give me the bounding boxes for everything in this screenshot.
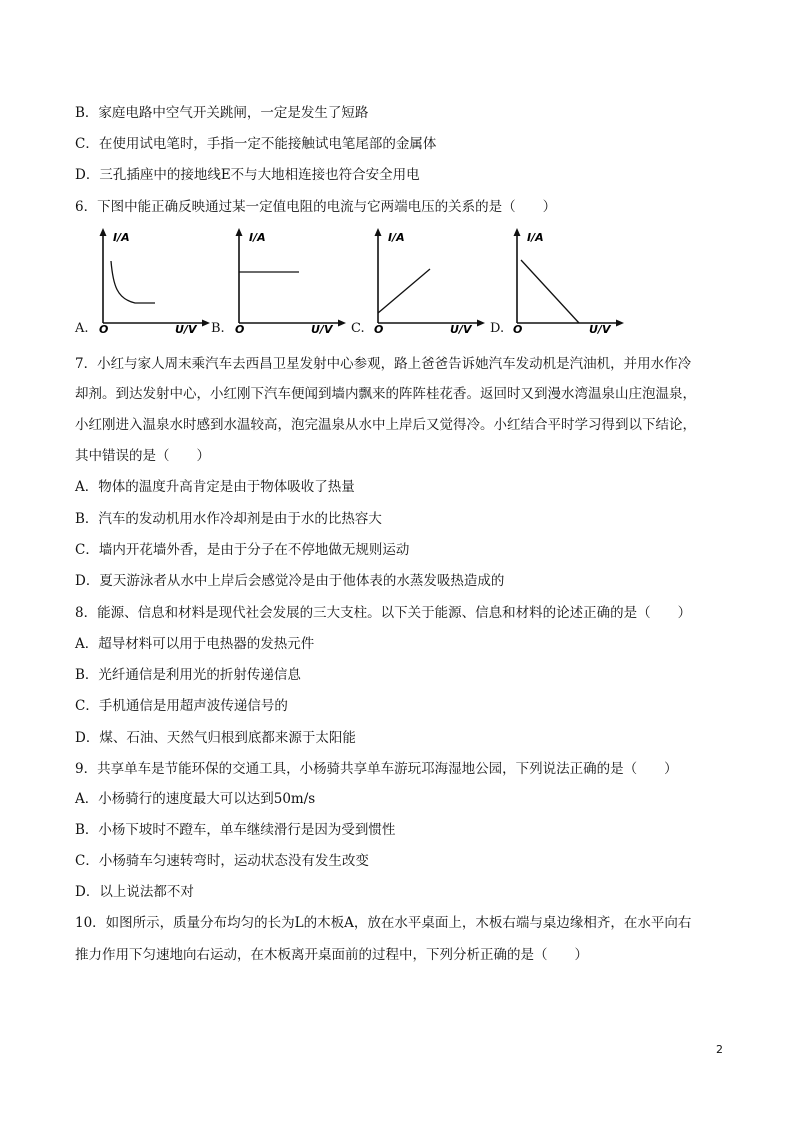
text-line-7: 小红刚进入温泉水时感到水温较高，泡完温泉从水中上岸后又觉得冷。小红结合平时学习得到以下结论， — [75, 417, 696, 433]
option-c-label: C. — [351, 321, 365, 336]
svg-text:U/V: U/V — [311, 323, 333, 336]
text-line-16: C．手机通信是用超声波传递信号的 — [75, 698, 288, 714]
page-number: 2 — [716, 1043, 723, 1056]
curve-d — [521, 260, 579, 323]
text-line-6: 却剂。到达发射中心，小红刚下汽车便闻到墙内飘来的阵阵桂花香。返回时又到漫水湾温泉山庄泡温泉， — [75, 386, 696, 402]
text-line-12: D．夏天游泳者从水中上岸后会感觉冷是由于他体表的水蒸发吸热造成的 — [75, 573, 505, 589]
svg-text:I/A: I/A — [388, 231, 405, 244]
text-line-15: B．光纤通信是利用光的折射传递信息 — [75, 667, 301, 683]
curve-c — [378, 269, 430, 313]
text-line-14: A．超导材料可以用于电热器的发热元件 — [75, 636, 315, 652]
text-line-5: 7．小红与家人周末乘汽车去西昌卫星发射中心参观，路上爸爸告诉她汽车发动机是汽油机，并用水作冷 — [75, 356, 692, 372]
svg-text:O: O — [99, 323, 109, 336]
text-line-9: A．物体的温度升高肯定是由于物体吸收了热量 — [75, 479, 355, 495]
text-line-3: D．三孔插座中的接地线E不与大地相连接也符合安全用电 — [75, 167, 420, 183]
text-line-23: 10．如图所示，质量分布均匀的长为L的木板A，放在水平桌面上，木板右端与桌边缘相齐，在水平向右 — [75, 915, 692, 931]
svg-text:O: O — [513, 323, 523, 336]
svg-text:U/V: U/V — [589, 323, 611, 336]
graph-c — [368, 225, 486, 337]
text-line-4: 6．下图中能正确反映通过某一定值电阻的电流与它两端电压的关系的是（ ） — [75, 199, 557, 215]
graph-d — [507, 225, 625, 337]
text-line-17: D．煤、石油、天然气归根到底都来源于太阳能 — [75, 730, 356, 746]
text-line-20: B．小杨下坡时不蹬车，单车继续滑行是因为受到惯性 — [75, 822, 396, 838]
text-line-10: B．汽车的发动机用水作冷却剂是由于水的比热容大 — [75, 511, 382, 527]
svg-text:I/A: I/A — [113, 231, 130, 244]
text-line-13: 8．能源、信息和材料是现代社会发展的三大支柱。以下关于能源、信息和材料的论述正确的是（ ） — [75, 605, 692, 621]
text-line-11: C．墙内开花墙外香，是由于分子在不停地做无规则运动 — [75, 542, 410, 558]
option-a-label: A. — [75, 321, 89, 336]
svg-text:U/V: U/V — [175, 323, 197, 336]
svg-text:O: O — [235, 323, 245, 336]
graph-a — [93, 225, 211, 337]
curve-a — [111, 261, 155, 303]
option-b-label: B. — [211, 321, 225, 336]
text-line-1: B．家庭电路中空气开关跳闸，一定是发生了短路 — [75, 105, 369, 121]
svg-text:U/V: U/V — [450, 323, 472, 336]
text-line-19: A．小杨骑行的速度最大可以达到50m/s — [75, 791, 316, 807]
text-line-21: C．小杨骑车匀速转弯时，运动状态没有发生改变 — [75, 853, 369, 869]
svg-text:I/A: I/A — [249, 231, 266, 244]
svg-text:O: O — [374, 323, 384, 336]
q6-graph-options — [75, 225, 725, 340]
text-line-2: C．在使用试电笔时，手指一定不能接触试电笔尾部的金属体 — [75, 136, 437, 152]
svg-text:I/A: I/A — [527, 231, 544, 244]
text-line-8: 其中错误的是（ ） — [75, 448, 210, 464]
text-line-18: 9．共享单车是节能环保的交通工具，小杨骑共享单车游玩邛海湿地公园，下列说法正确的是（ ） — [75, 761, 678, 777]
text-line-22: D．以上说法都不对 — [75, 884, 194, 900]
graph-b — [229, 225, 347, 337]
text-line-24: 推力作用下匀速地向右运动，在木板离开桌面前的过程中，下列分析正确的是（ ） — [75, 947, 588, 963]
option-d-label: D. — [490, 321, 505, 336]
